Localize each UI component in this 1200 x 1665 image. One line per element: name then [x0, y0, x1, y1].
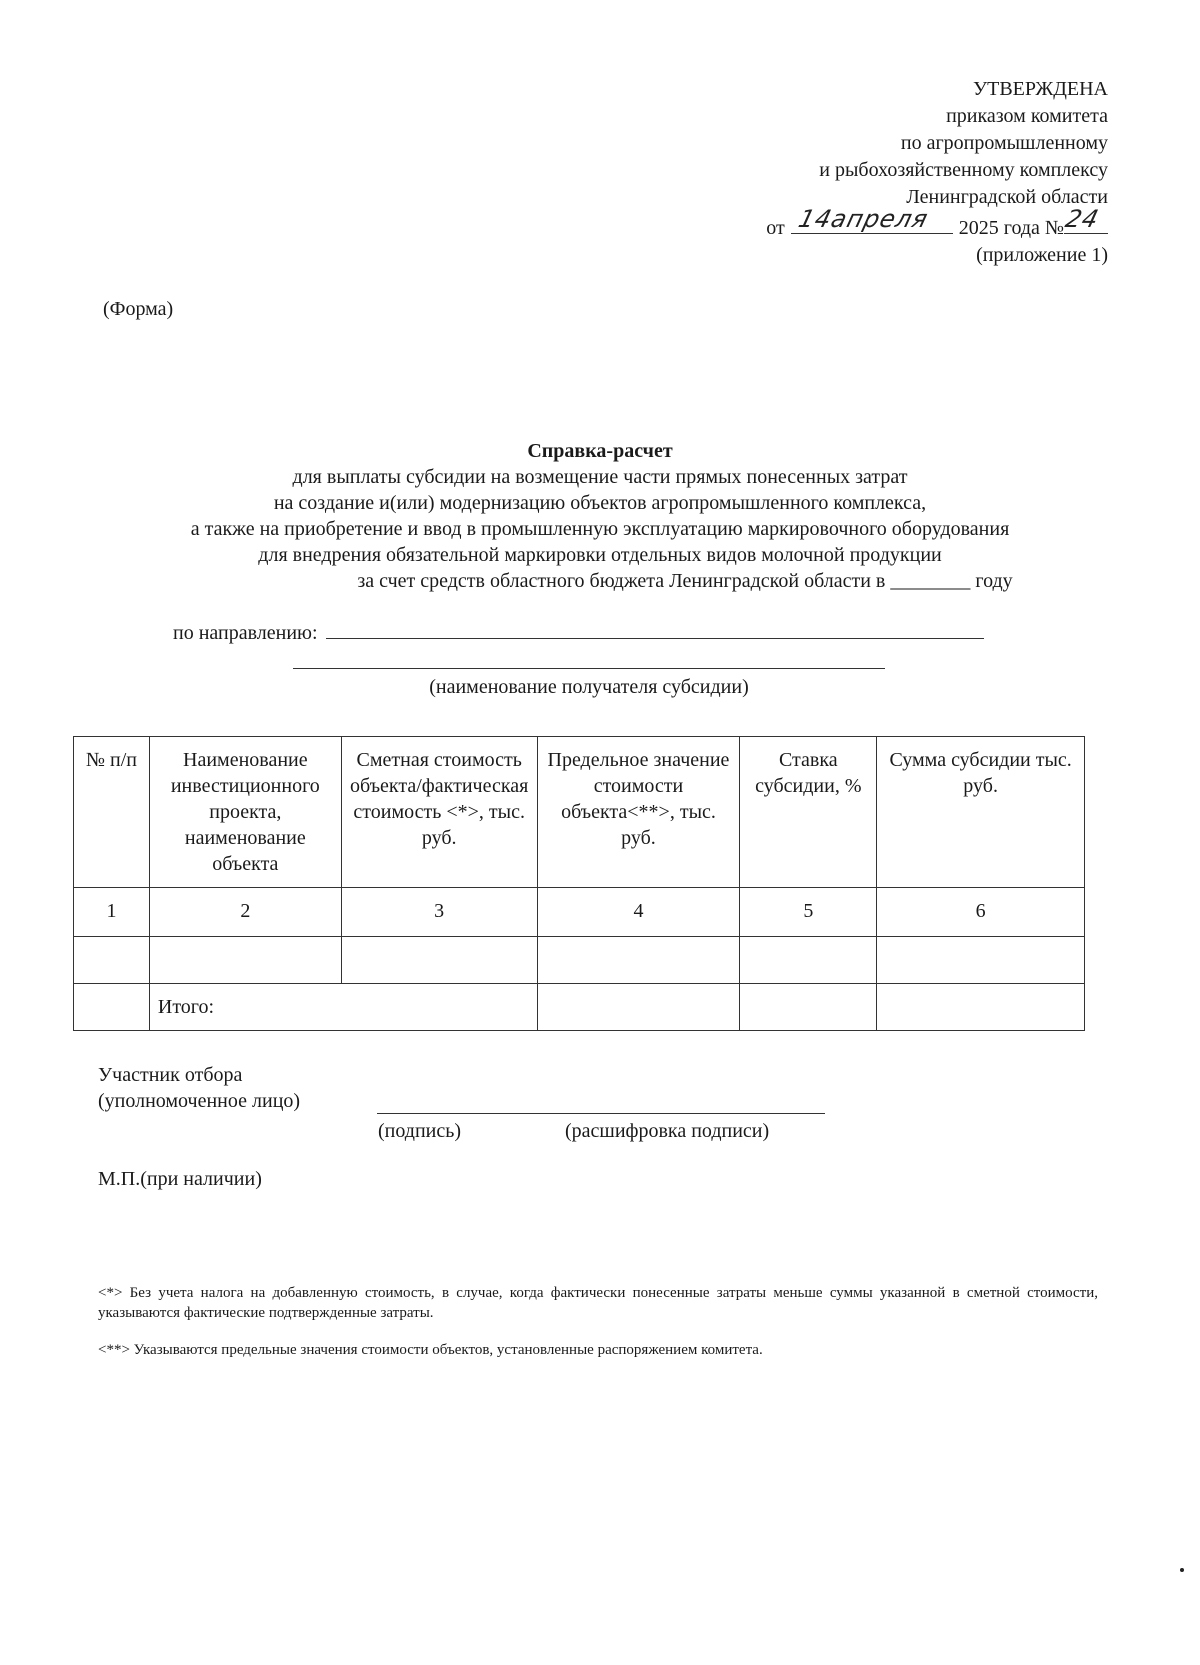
title-line-2: на создание и(или) модернизацию объектов агропромышленного комплекса, — [273, 492, 927, 514]
column-number-cell: 5 — [740, 888, 877, 937]
calculation-table — [73, 736, 1085, 1031]
approval-title: УТВЕРЖДЕНА — [972, 78, 1108, 100]
table-cell — [74, 984, 150, 1031]
table-cell[interactable] — [877, 937, 1085, 984]
table-row — [74, 888, 1085, 937]
title-line-3: а также на приобретение и ввод в промышленную эксплуатацию маркировочного оборудования — [190, 518, 1010, 540]
header-cell: Ставка субсидии, % — [740, 737, 877, 888]
direction-label: по направлению: — [173, 622, 318, 644]
column-number-cell: 2 — [149, 888, 341, 937]
decryption-caption: (расшифровка подписи) — [565, 1120, 770, 1142]
form-label: (Форма) — [103, 298, 174, 320]
stamp-label: М.П.(при наличии) — [98, 1168, 262, 1190]
date-field — [791, 205, 953, 234]
approval-appendix: (приложение 1) — [976, 244, 1108, 266]
table-row — [74, 937, 1085, 984]
header-cell: Предельное значение стоимости объекта<**>, тыс. руб. — [537, 737, 740, 888]
footnote-1: <*> Без учета налога на добавленную стоимость, в случае, когда фактически понесенные затраты меньше суммы указанной в сметной стоимости, указываются фактические подтвержденные затраты. — [98, 1285, 1098, 1321]
order-number-field — [1062, 205, 1108, 234]
scan-speck — [1180, 1568, 1184, 1572]
recipient-field[interactable] — [293, 668, 885, 669]
date-year: 2025 года № — [958, 217, 1064, 239]
signature-caption: (подпись) — [378, 1120, 462, 1142]
direction-field[interactable] — [326, 620, 984, 639]
direction-row — [173, 620, 984, 645]
approval-line-4: Ленинградской области — [906, 186, 1108, 208]
participant-line-2: (уполномоченное лицо) — [98, 1090, 301, 1112]
approval-line-1: приказом комитета — [946, 105, 1108, 127]
date-prefix: от — [766, 217, 785, 239]
table-header-row — [74, 737, 1085, 888]
approval-line-3: и рыбохозяйственному комплексу — [819, 159, 1108, 181]
approval-line-2: по агропромышленному — [900, 132, 1108, 154]
document-title-block — [90, 438, 1110, 594]
table-cell[interactable] — [341, 937, 537, 984]
table-total-row — [74, 984, 1085, 1031]
title-line-4: для внедрения обязательной маркировки отдельных видов молочной продукции — [258, 544, 942, 566]
total-label: Итого: — [149, 984, 537, 1031]
table-cell[interactable] — [877, 984, 1085, 1031]
document-heading: Справка-расчет — [527, 440, 673, 462]
column-number-cell: 4 — [537, 888, 740, 937]
handwritten-date: 14апреля — [795, 205, 932, 233]
approval-date-line — [548, 205, 1108, 242]
header-cell: Сумма субсидии тыс. руб. — [877, 737, 1085, 888]
column-number-cell: 6 — [877, 888, 1085, 937]
header-cell: № п/п — [74, 737, 150, 888]
recipient-caption: (наименование получателя субсидии) — [429, 676, 749, 698]
handwritten-number: 24 — [1062, 205, 1103, 233]
table-cell[interactable] — [740, 984, 877, 1031]
signature-field[interactable] — [377, 1113, 825, 1114]
participant-label — [98, 1062, 300, 1114]
table-cell[interactable] — [537, 937, 740, 984]
header-cell: Наименование инвестиционного проекта, наименование объекта — [149, 737, 341, 888]
footnote-2: <**> Указываются предельные значения стоимости объектов, установленные распоряжением комитета. — [98, 1342, 763, 1358]
approval-block — [548, 76, 1108, 269]
column-number-cell: 1 — [74, 888, 150, 937]
table-cell[interactable] — [74, 937, 150, 984]
header-cell: Сметная стоимость объекта/фактическая стоимость <*>, тыс. руб. — [341, 737, 537, 888]
table-cell[interactable] — [740, 937, 877, 984]
participant-line-1: Участник отбора — [98, 1064, 243, 1086]
table-cell[interactable] — [149, 937, 341, 984]
table-cell[interactable] — [537, 984, 740, 1031]
title-line-5: за счет средств областного бюджета Ленинградской области в ________ году — [357, 570, 1013, 592]
column-number-cell: 3 — [341, 888, 537, 937]
title-line-1: для выплаты субсидии на возмещение части прямых понесенных затрат — [292, 466, 908, 488]
